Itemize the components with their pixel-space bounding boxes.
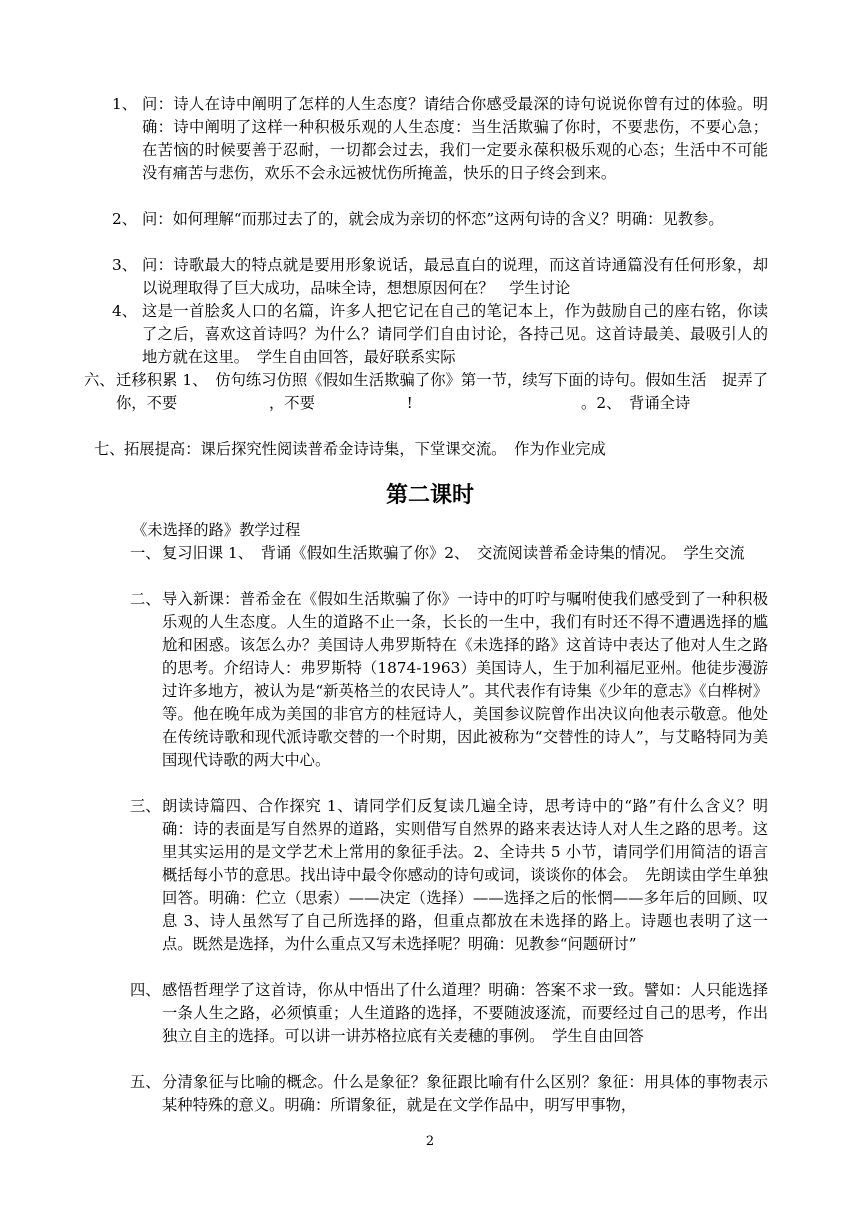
section-7 [94, 438, 768, 461]
step-number: 四、 [130, 981, 161, 999]
step-5 [130, 1071, 768, 1117]
question-number: 3、 [112, 256, 138, 274]
step-text: 复习旧课 1、 背诵《假如生活欺骗了你》2、 交流阅读普希金诗集的情况。 学生交流 [162, 544, 745, 562]
section-text: 拓展提高：课后探究性阅读普希金诗诗集，下堂课交流。 作为作业完成 [124, 440, 606, 458]
step-4 [130, 979, 768, 1048]
step-3 [130, 795, 768, 956]
step-number: 二、 [130, 590, 161, 608]
question-number: 1、 [112, 95, 138, 113]
question-2 [112, 208, 768, 231]
step-text: 导入新课：普希金在《假如生活欺骗了你》一诗中的叮咛与嘱咐使我们感受到了一种积极乐观的人生态度。人生的道路不止一条，长长的一生中，我们有时还不得不遭遇选择的尴尬和困惑。该怎么办？美国诗人弗罗斯特在《未选择的路》这首诗中表达了他对人生之路的思考。介绍诗人：弗罗斯特（1874-1963）美国诗人，生于加利福尼亚州。他徒步漫游过许多地方，被认为是“新英格兰的农民诗人”。其代表作有诗集《少年的意志》《白桦树》等。他在晚年成为美国的非官方的桂冠诗人，美国参议院曾作出决议向他表示敬意。他处在传统诗歌和现代派诗歌交替的一个时期，因此被称为“交替性的诗人”，与艾略特同为美国现代诗歌的两大中心。 [162, 590, 768, 769]
step-text: 分清象征与比喻的概念。什么是象征？象征跟比喻有什么区别？象征：用具体的事物表示某种特殊的意义。明确：所谓象征，就是在文学作品中，明写甲事物， [162, 1073, 768, 1114]
step-text: 朗读诗篇四、合作探究 1、请同学们反复读几遍全诗，思考诗中的“路”有什么含义？明确：诗的表面是写自然界的道路，实则借写自然界的路来表达诗人对人生之路的思考。这里其实运用的是文学艺术上常用的象征手法。2、全诗共 5 小节，请同学们用简洁的语言概括每小节的意思。找出诗中最令你感动的诗句或词，谈谈你的体会。 先朗读由学生单独回答。明确：伫立（思索）——决定（选择）——选择之后的怅惘——多年后的回顾、叹息 3、诗人虽然写了自己所选择的路，但重点都放在未选择的路上。诗题也表明了这一点。既然是选择，为什么重点又写未选择呢？明确：见教参“问题研讨” [162, 797, 768, 953]
section-number: 六、 [84, 371, 115, 389]
question-text: 问：诗歌最大的特点就是要用形象说话，最忌直白的说理，而这首诗通篇没有任何形象，却以说理取得了巨大成功，品味全诗，想想原因何在？ 学生讨论 [142, 256, 768, 297]
question-1 [112, 93, 768, 185]
section-6 [84, 369, 768, 415]
step-1 [130, 542, 768, 565]
lesson-subtitle: 《未选择的路》教学过程 [132, 521, 301, 539]
step-number: 五、 [130, 1073, 161, 1091]
section-number: 七、 [94, 440, 125, 458]
question-3 [112, 254, 768, 300]
step-text: 感悟哲理学了这首诗，你从中悟出了什么道理？明确：答案不求一致。譬如：人只能选择一条人生之路，必须慎重；人生道路的选择，不要随波逐流，而要经过自己的思考，作出独立自主的选择。可以讲一讲苏格拉底有关麦穗的事例。 学生自由回答 [162, 981, 768, 1045]
question-text: 这是一首脍炙人口的名篇，许多人把它记在自己的笔记本上，作为鼓励自己的座右铭，你读了之后，喜欢这首诗吗？为什么？请同学们自由讨论，各持己见。这首诗最美、最吸引人的地方就在这里。 学生自由回答，最好联系实际 [142, 302, 768, 366]
question-number: 2、 [112, 210, 138, 228]
step-number: 一、 [130, 544, 161, 562]
question-text: 问：诗人在诗中阐明了怎样的人生态度？请结合你感受最深的诗句说说你曾有过的体验。明确：诗中阐明了这样一种积极乐观的人生态度：当生活欺骗了你时，不要悲伤，不要心急；在苦恼的时候要善于忍耐，一切都会过去，我们一定要永葆积极乐观的心态；生活中不可能没有痛苦与悲伤，欢乐不会永远被忧伤所掩盖，快乐的日子终会到来。 [142, 95, 768, 182]
question-text: 问：如何理解“而那过去了的，就会成为亲切的怀恋”这两句诗的含义？明确：见教参。 [142, 210, 724, 228]
question-4 [112, 300, 768, 369]
page-number: 2 [425, 1134, 435, 1149]
lesson-title: 第二课时 [385, 483, 474, 508]
step-2 [130, 588, 768, 772]
section-text: 迁移积累 1、 仿句练习仿照《假如生活欺骗了你》第一节，续写下面的诗句。假如生活 捉弄了你，不要 ，不要 ! 。2、 背诵全诗 [116, 371, 768, 412]
step-number: 三、 [130, 797, 161, 815]
question-number: 4、 [112, 302, 138, 320]
